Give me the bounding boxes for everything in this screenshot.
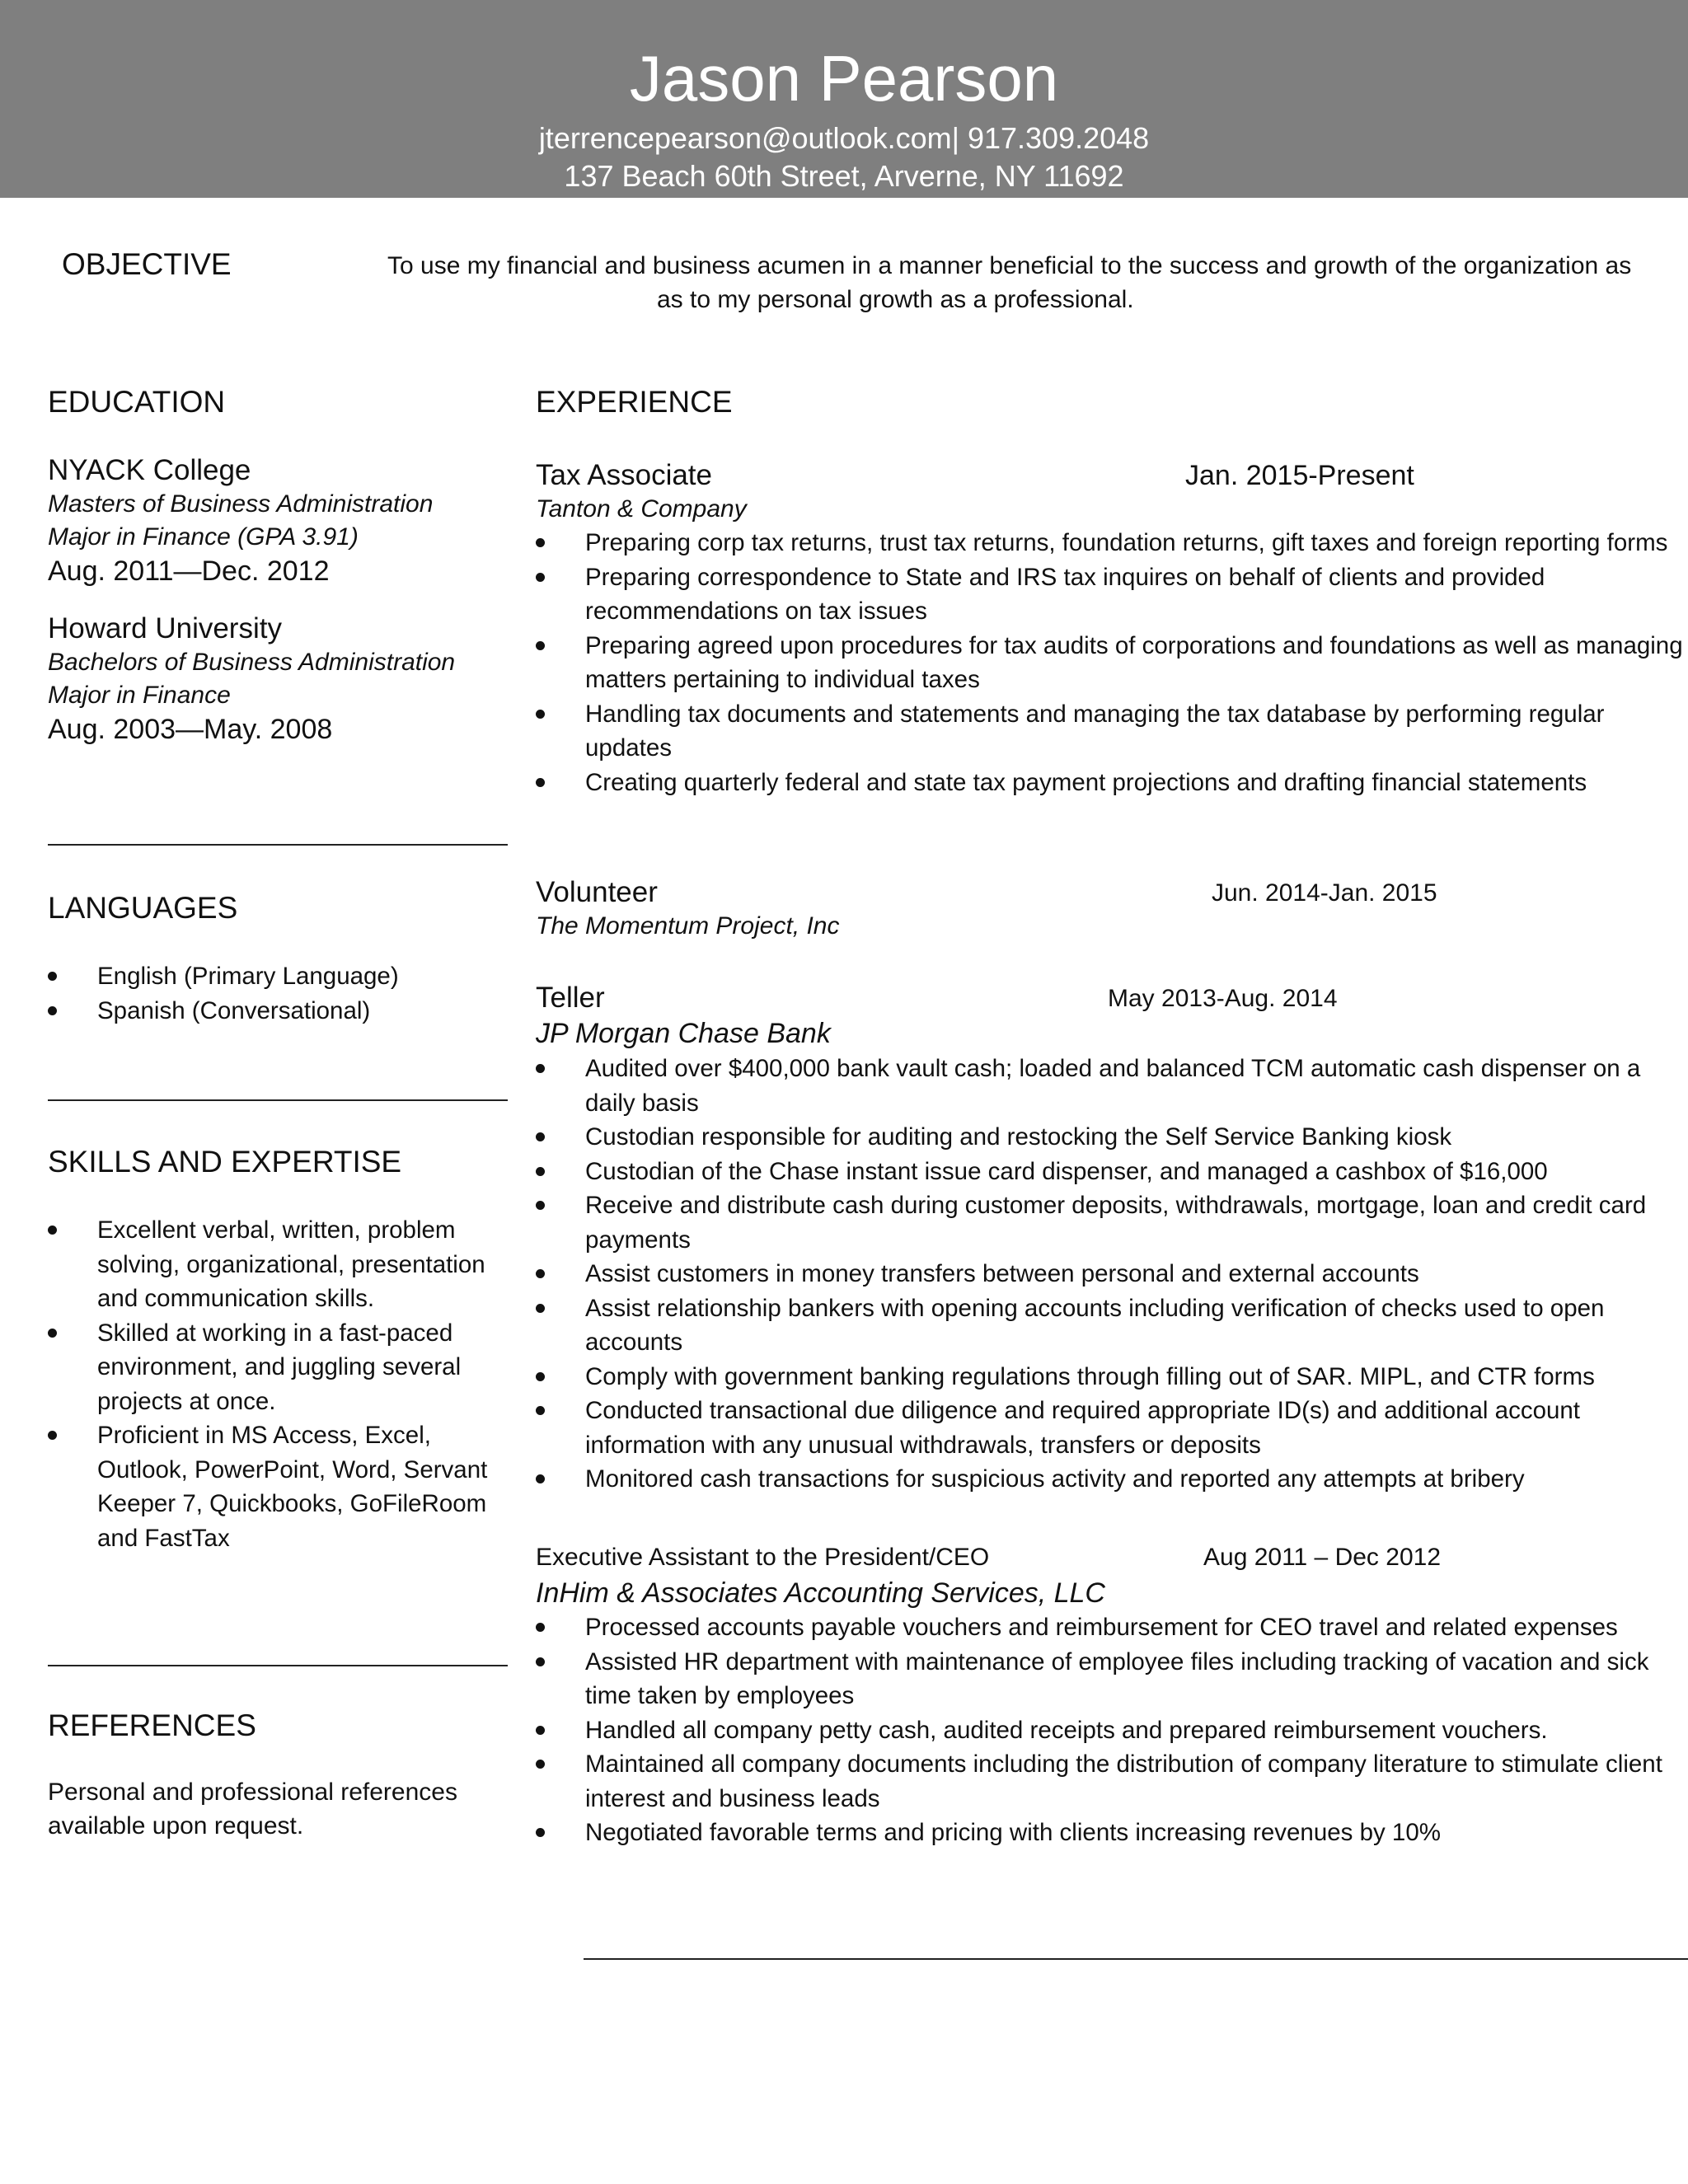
degree: Bachelors of Business Administration (48, 649, 456, 676)
job-duties (536, 1052, 1688, 1497)
list-item: Excellent verbal, written, problem solving, organizational, presentation and communication skills. (48, 1213, 509, 1316)
address-line: 137 Beach 60th Street, Arverne, NY 11692 (564, 159, 1124, 193)
divider (48, 1665, 508, 1666)
education-dates: Aug. 2003—May. 2008 (48, 714, 333, 745)
education-heading: EDUCATION (48, 385, 226, 419)
list-item: Preparing agreed upon procedures for tax audits of corporations and foundations as well as managing matters pertaining to individual taxes (536, 629, 1688, 697)
job-dates: Jun. 2014-Jan. 2015 (1212, 879, 1437, 907)
contact-line: jterrencepearson@outlook.com| 917.309.2048 (538, 121, 1150, 155)
list-item: Handling tax documents and statements and managing the tax database by performing regular updates (536, 697, 1688, 766)
education-dates: Aug. 2011—Dec. 2012 (48, 555, 330, 587)
objective-heading: OBJECTIVE (62, 247, 232, 281)
company-name: Tanton & Company (536, 495, 747, 523)
job-duties (536, 1610, 1688, 1850)
list-item: Custodian of the Chase instant issue card dispenser, and managed a cashbox of $16,000 (536, 1155, 1688, 1189)
list-item: Audited over $400,000 bank vault cash; loaded and balanced TCM automatic cash dispenser on a daily basis (536, 1052, 1688, 1120)
languages-list (48, 959, 509, 1028)
job-dates: May 2013-Aug. 2014 (1108, 985, 1338, 1012)
job-entry (536, 981, 1688, 1497)
applicant-name: Jason Pearson (629, 42, 1059, 115)
skills-heading: SKILLS AND EXPERTISE (48, 1145, 402, 1179)
list-item: Processed accounts payable vouchers and reimbursement for CEO travel and related expenses (536, 1610, 1688, 1645)
left-column (48, 384, 509, 747)
major: Major in Finance (GPA 3.91) (48, 523, 359, 551)
job-dates: Aug 2011 – Dec 2012 (1203, 1544, 1442, 1571)
education-entry (48, 453, 509, 588)
experience-heading: EXPERIENCE (536, 385, 733, 419)
list-item: Preparing correspondence to State and IRS tax inquires on behalf of clients and provided recommendations on tax issues (536, 560, 1688, 629)
education-entry (48, 612, 509, 747)
skills-section (48, 1144, 509, 1555)
job-dates: Jan. 2015-Present (1185, 460, 1414, 491)
divider (48, 844, 508, 846)
list-item: Assisted HR department with maintenance of employee files including tracking of vacation and sick time taken by employees (536, 1645, 1688, 1713)
job-duties (536, 526, 1688, 799)
languages-heading: LANGUAGES (48, 891, 238, 925)
major: Major in Finance (48, 682, 231, 709)
job-entry (536, 875, 1688, 943)
skills-list (48, 1213, 509, 1555)
list-item: Assist customers in money transfers between personal and external accounts (536, 1257, 1688, 1291)
list-item: Custodian responsible for auditing and restocking the Self Service Banking kiosk (536, 1120, 1688, 1155)
school-name: NYACK College (48, 454, 251, 486)
references-text: Personal and professional references available upon request. (48, 1779, 457, 1840)
list-item: Assist relationship bankers with opening accounts including verification of checks used to open accounts (536, 1291, 1688, 1360)
references-heading: REFERENCES (48, 1708, 256, 1742)
list-item: Creating quarterly federal and state tax payment projections and drafting financial statements (536, 766, 1688, 800)
job-title: Volunteer (536, 876, 658, 908)
job-title: Executive Assistant to the President/CEO (536, 1544, 990, 1571)
job-title: Teller (536, 982, 605, 1014)
resume-header (0, 0, 1688, 198)
list-item: Proficient in MS Access, Excel, Outlook, PowerPoint, Word, Servant Keeper 7, Quickbooks, GoFileRoom and FastTax (48, 1418, 509, 1555)
list-item: English (Primary Language) (48, 959, 509, 994)
list-item: Skilled at working in a fast-paced environment, and juggling several projects at once. (48, 1316, 509, 1419)
objective-text-line-2: as to my personal growth as a professional. (657, 286, 1134, 313)
list-item: Conducted transactional due diligence and required appropriate ID(s) and additional account information with any unusual withdrawals, transfers or deposits (536, 1394, 1688, 1462)
company-name: The Momentum Project, Inc (536, 912, 840, 940)
list-item: Receive and distribute cash during customer deposits, withdrawals, mortgage, loan and credit card payments (536, 1188, 1688, 1257)
school-name: Howard University (48, 612, 282, 644)
list-item: Monitored cash transactions for suspicious activity and reported any attempts at bribery (536, 1462, 1688, 1497)
job-title: Tax Associate (536, 459, 712, 491)
divider (48, 1099, 508, 1101)
job-entry (536, 1541, 1688, 1850)
list-item: Maintained all company documents including the distribution of company literature to stimulate client interest and business leads (536, 1747, 1688, 1816)
objective-text-line-1: To use my financial and business acumen in a manner beneficial to the success and growth of the organization as (387, 252, 1632, 279)
references-section (48, 1708, 509, 1843)
list-item: Spanish (Conversational) (48, 994, 509, 1029)
company-name: InHim & Associates Accounting Services, LLC (536, 1577, 1105, 1609)
degree: Masters of Business Administration (48, 490, 434, 518)
list-item: Comply with government banking regulations through filling out of SAR. MIPL, and CTR forms (536, 1360, 1688, 1394)
list-item: Preparing corp tax returns, trust tax returns, foundation returns, gift taxes and foreign reporting forms (536, 526, 1688, 560)
divider (584, 1958, 1688, 1960)
list-item: Handled all company petty cash, audited receipts and prepared reimbursement vouchers. (536, 1713, 1688, 1748)
company-name: JP Morgan Chase Bank (536, 1018, 831, 1049)
languages-section (48, 890, 509, 1028)
list-item: Negotiated favorable terms and pricing with clients increasing revenues by 10% (536, 1816, 1688, 1850)
job-entry (536, 458, 1688, 799)
